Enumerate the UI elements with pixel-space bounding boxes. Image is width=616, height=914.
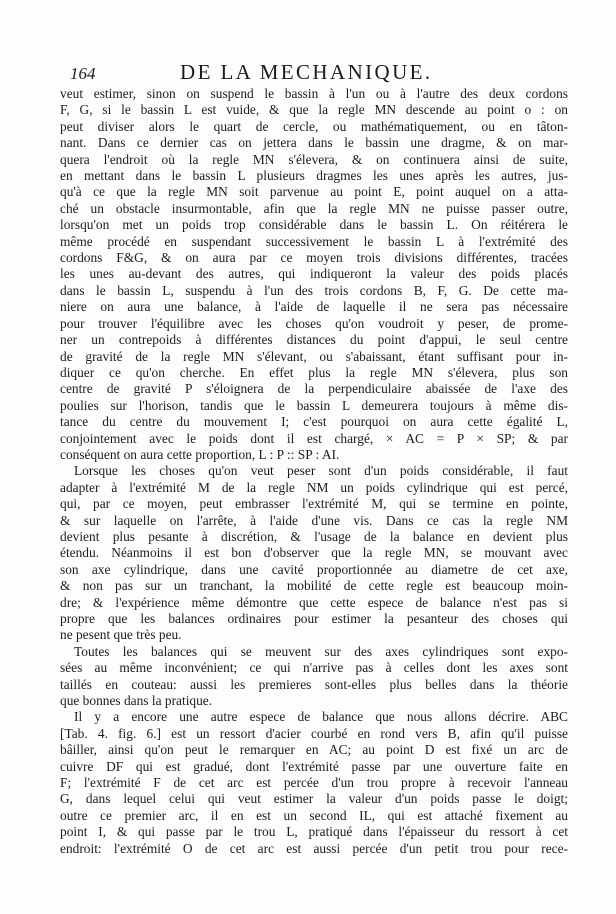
text-line: Toutes les balances qui se meuvent sur des axes cylindriques sont expo- bbox=[74, 643, 568, 659]
text-line: nant. Dans ce dernier cas on jettera dans le bassin une dragme, & on mar- bbox=[60, 135, 568, 151]
text-line: & sur laquelle on l'arrête, à l'aide d'une vis. Dans ce cas la regle NM bbox=[60, 512, 568, 528]
page-header bbox=[70, 60, 560, 86]
text-line: même procédé en suspendant successivement le bassin L à l'extrémité des bbox=[60, 233, 568, 249]
text-line: devient plus pesante à discrétion, & l'usage de la balance en devient plus bbox=[60, 528, 568, 544]
text-line: poulies sur l'horison, tandis que le bassin L demeurera toujours à même dis- bbox=[60, 397, 568, 413]
text-line: son axe cylindrique, dans une cavité proportionnée au diametre de cet axe, bbox=[60, 561, 568, 577]
text-line: que bonnes dans la pratique. bbox=[60, 693, 213, 709]
body-text bbox=[60, 86, 568, 857]
text-line: lorsqu'on met un poids trop considérable dans le bassin L. On réitérera le bbox=[60, 217, 568, 233]
text-line: & non pas sur un tranchant, la mobilité de cette regle est beaucoup moin- bbox=[60, 578, 568, 594]
text-line: F, G, si le bassin L est vuide, & que la regle MN descende au point o : on bbox=[60, 102, 568, 118]
text-line: G, dans lequel celui qui veut estimer la valeur d'un poids passe le doigt; bbox=[60, 791, 568, 807]
text-line: dre; & l'expérience même démontre que cette espece de balance n'est pas si bbox=[60, 594, 568, 610]
text-line: qui, par ce moyen, peut embrasser l'extrémité M, qui se termine en pointe, bbox=[60, 496, 568, 512]
running-title: DE LA MECHANIQUE. bbox=[180, 60, 433, 84]
text-line: diquer ce qu'on cherche. En effet plus la regle MN s'élevera, plus son bbox=[60, 364, 568, 380]
text-line: conséquent on aura cette proportion, L : P :: SP : AI. bbox=[60, 446, 340, 462]
text-line: ner un contrepoids à différentes distances du point d'appui, le seul centre bbox=[60, 332, 568, 348]
text-line: endroit: l'extrémité O de cet arc est aussi percée d'un petit trou pour rece- bbox=[60, 840, 568, 856]
text-line: cuivre DF qui est gradué, dont l'extrémité passe par une ouverture faite en bbox=[60, 758, 568, 774]
text-line: qu'à ce que la regle MN soit parvenue au point E, point auquel on a atta- bbox=[60, 184, 568, 200]
text-line: propre que les balances ordinaires pour estimer la pesanteur des choses qui bbox=[60, 611, 568, 626]
text-line: sées au même inconvénient; ce qui n'arrive pas à celles dont les axes sont bbox=[60, 660, 568, 676]
text-line: peut diviser alors le quart de cercle, ou mathématiquement, ou en tâton- bbox=[60, 118, 568, 134]
text-line: point I, & qui passe par le trou L, pratiqué dans l'épaisseur du ressort à cet bbox=[60, 824, 568, 840]
text-line: niere on aura une balance, à l'aide de laquelle il ne sera pas nécessaire bbox=[60, 299, 568, 315]
text-line: taillés en couteau: aussi les premieres sont-elles plus belles dans la théorie bbox=[60, 676, 568, 692]
text-line: cordons F&G, & on aura par ce moyen trois divisions différentes, tracées bbox=[60, 250, 568, 266]
text-line: pour trouver l'équilibre avec les choses qu'on voudroit y peser, de prome- bbox=[60, 315, 568, 331]
text-line: dans le bassin L, suspendu à l'un des trois cordons B, F, G. De cette ma- bbox=[60, 282, 568, 298]
text-line: étendu. Néanmoins il est bon d'observer que la regle MN, se mouvant avec bbox=[60, 545, 568, 561]
page-number: 164 bbox=[70, 64, 96, 83]
text-line: en mettant dans le bassin L plusieurs dragmes les unes après les autres, jus- bbox=[60, 168, 568, 184]
text-line: quera l'endroit où la regle MN s'élevera, & on continuera ainsi de suite, bbox=[60, 151, 568, 167]
text-line: tance du centre du mouvement I; c'est pourquoi on aura cette égalité L, bbox=[60, 414, 568, 430]
text-line: ne pesent que très peu. bbox=[60, 627, 182, 643]
text-line: Lorsque les choses qu'on veut peser sont d'un poids considérable, il faut bbox=[74, 463, 568, 479]
text-line: [Tab. 4. fig. 6.] est un ressort d'acier courbé en rond vers B, afin qu'il puisse bbox=[60, 725, 568, 741]
text-line: ché un obstacle insurmontable, afin que la regle MN ne puisse passer outre, bbox=[60, 200, 568, 216]
text-line: Il y a encore une autre espece de balance que nous allons décrire. ABC bbox=[74, 709, 568, 725]
text-line: de gravité de la regle MN s'élevant, ou s'abaissant, étant suffisant pour in- bbox=[60, 348, 568, 364]
text-line: outre ce premier arc, il en est un second IL, qui est attaché fixement au bbox=[60, 807, 568, 823]
text-line: centre de gravité P s'éloignera de la perpendiculaire abaissée de l'axe des bbox=[60, 381, 568, 397]
text-line: F; l'extrémité F de cet arc est percée d'un trou propre à recevoir l'anneau bbox=[60, 775, 568, 791]
text-line: les unes au-devant des autres, qui indiqueront la valeur des poids placés bbox=[60, 266, 568, 282]
text-line: bâiller, ainsi qu'on peut le remarquer en AC; au point D est fixé un arc de bbox=[60, 742, 568, 758]
text-line: conjointement avec le poids dont il est chargé, × AC = P × SP; & par bbox=[60, 430, 568, 446]
text-line: veut estimer, sinon on suspend le bassin à l'un ou à l'autre des deux cordons bbox=[60, 86, 568, 101]
text-line: adapter à l'extrémité M de la regle NM un poids cylindrique qui est percé, bbox=[60, 479, 568, 495]
